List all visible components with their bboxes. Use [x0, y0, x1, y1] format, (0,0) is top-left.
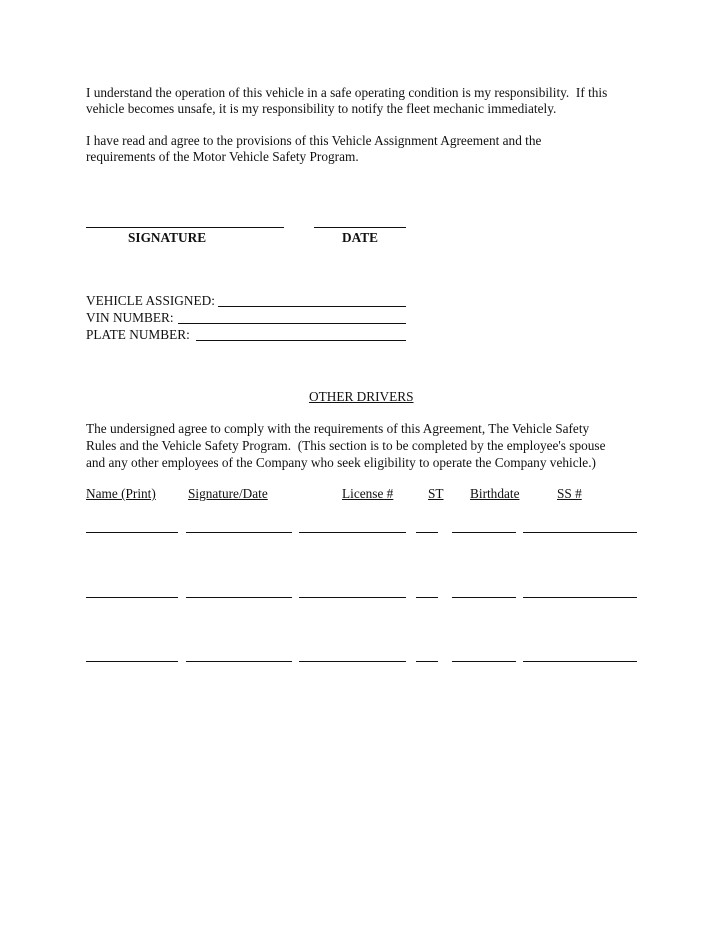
column-header-ss: SS # [557, 486, 582, 501]
vin-number-field[interactable] [178, 323, 406, 324]
state-field[interactable] [416, 661, 438, 662]
column-header-name: Name (Print) [86, 486, 156, 501]
ss-field[interactable] [523, 532, 637, 533]
column-header-st: ST [428, 486, 444, 501]
responsibility-text-line-2: vehicle becomes unsafe, it is my responsibility to notify the fleet mechanic immediately. [86, 101, 557, 116]
date-line[interactable] [314, 227, 406, 228]
other-drivers-text-line-3: and any other employees of the Company who seek eligibility to operate the Company vehicle.) [86, 455, 596, 470]
vehicle-assigned-label: VEHICLE ASSIGNED: [86, 293, 215, 308]
signature-date-field[interactable] [186, 532, 292, 533]
birthdate-field[interactable] [452, 597, 516, 598]
vehicle-assigned-field[interactable] [218, 306, 406, 307]
column-header-signature-date: Signature/Date [188, 486, 268, 501]
responsibility-text-line-1: I understand the operation of this vehicle in a safe operating condition is my responsibility. If this [86, 85, 608, 100]
name-field[interactable] [86, 661, 178, 662]
signature-label: SIGNATURE [128, 230, 207, 245]
signature-date-field[interactable] [186, 661, 292, 662]
date-label: DATE [342, 230, 378, 245]
name-field[interactable] [86, 597, 178, 598]
state-field[interactable] [416, 532, 438, 533]
agreement-text-line-2: requirements of the Motor Vehicle Safety Program. [86, 149, 359, 164]
column-header-birthdate: Birthdate [470, 486, 520, 501]
plate-number-label: PLATE NUMBER: [86, 327, 190, 342]
column-header-license: License # [342, 486, 394, 501]
birthdate-field[interactable] [452, 532, 516, 533]
license-field[interactable] [299, 597, 406, 598]
ss-field[interactable] [523, 661, 637, 662]
license-field[interactable] [299, 532, 406, 533]
other-drivers-text-line-2: Rules and the Vehicle Safety Program. (This section is to be completed by the employee's spouse [86, 438, 606, 453]
ss-field[interactable] [523, 597, 637, 598]
signature-line[interactable] [86, 227, 284, 228]
signature-date-field[interactable] [186, 597, 292, 598]
plate-number-field[interactable] [196, 340, 406, 341]
other-drivers-text-line-1: The undersigned agree to comply with the requirements of this Agreement, The Vehicle Safety [86, 421, 590, 436]
agreement-text-line-1: I have read and agree to the provisions of this Vehicle Assignment Agreement and the [86, 133, 542, 148]
license-field[interactable] [299, 661, 406, 662]
name-field[interactable] [86, 532, 178, 533]
state-field[interactable] [416, 597, 438, 598]
other-drivers-heading: OTHER DRIVERS [309, 389, 414, 404]
birthdate-field[interactable] [452, 661, 516, 662]
vin-number-label: VIN NUMBER: [86, 310, 174, 325]
